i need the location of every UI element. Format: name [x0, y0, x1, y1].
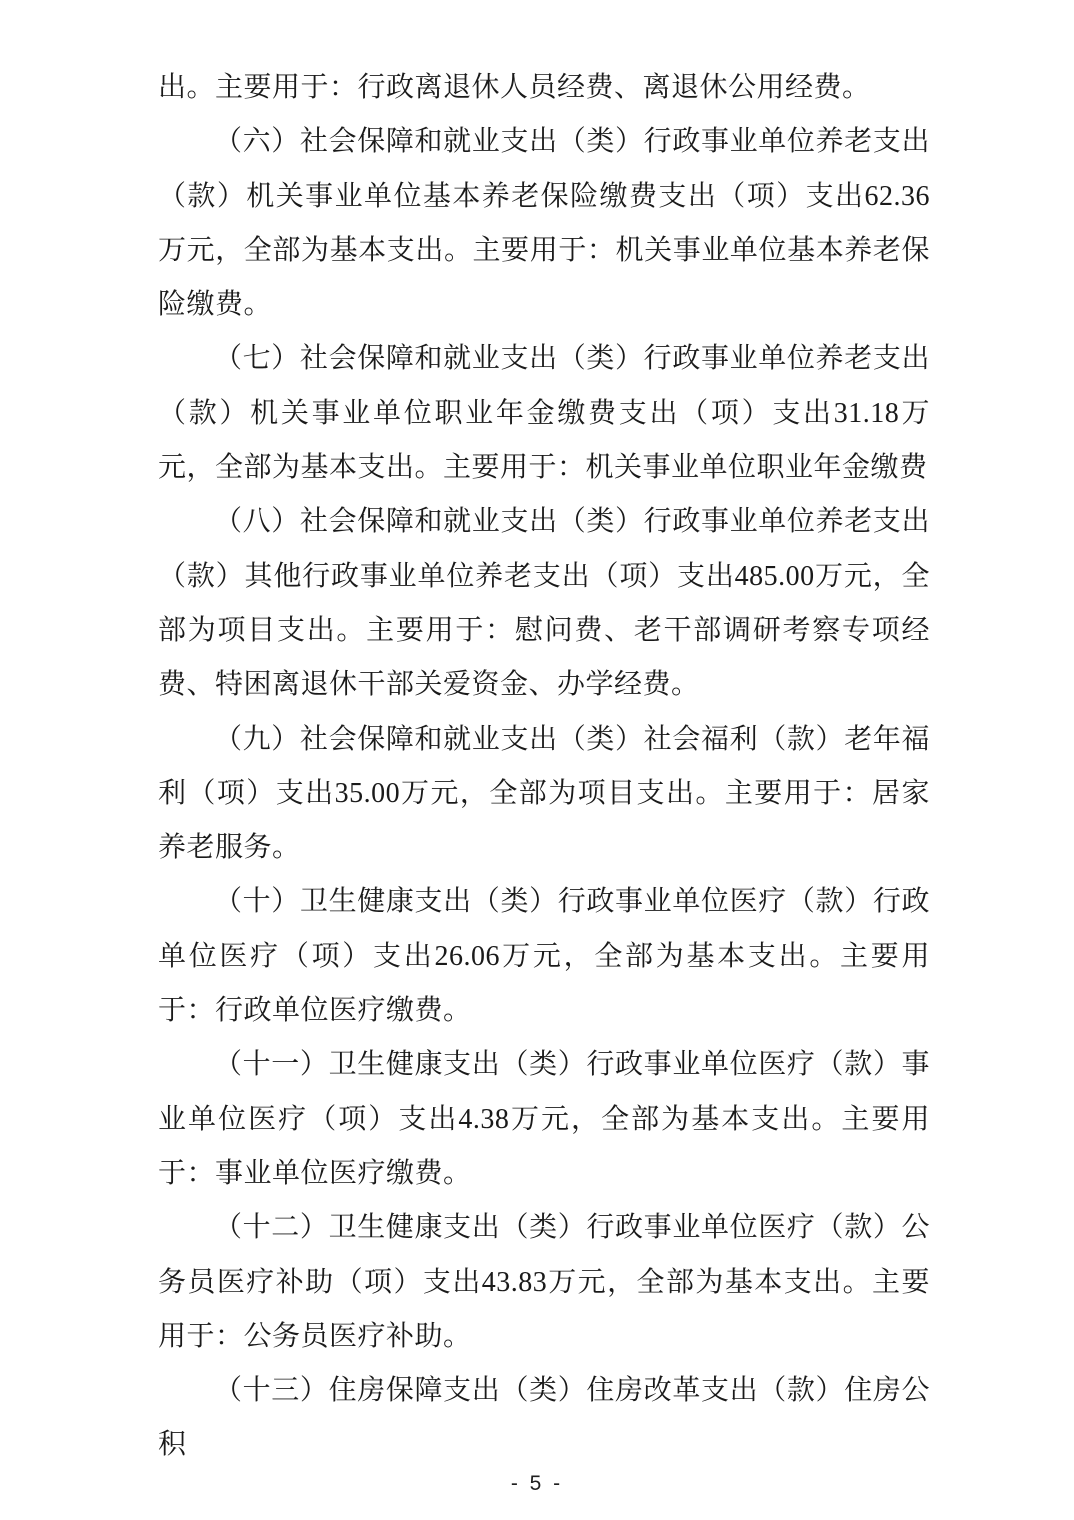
paragraph-continuation: 出。主要用于：行政离退休人员经费、离退休公用经费。 [158, 72, 871, 103]
paragraph-item-12: （十二）卫生健康支出（类）行政事业单位医疗（款）公务员医疗补助（项）支出43.83万元，全部为基本支出。主要用于：公务员医疗补助。 [158, 1212, 930, 1352]
paragraph-item-8: （八）社会保障和就业支出（类）行政事业单位养老支出（款）其他行政事业单位养老支出（项）支出485.00万元，全部为项目支出。主要用于：慰问费、老干部调研考察专项经费、特困离退休干部关爱资金、办学经费。 [158, 506, 930, 701]
paragraph-item-11: （十一）卫生健康支出（类）行政事业单位医疗（款）事业单位医疗（项）支出4.38万元，全部为基本支出。主要用于：事业单位医疗缴费。 [158, 1049, 930, 1189]
paragraph-item-9: （九）社会保障和就业支出（类）社会福利（款）老年福利（项）支出35.00万元，全部为项目支出。主要用于：居家养老服务。 [158, 723, 930, 864]
paragraph-item-6: （六）社会保障和就业支出（类）行政事业单位养老支出（款）机关事业单位基本养老保险缴费支出（项）支出62.36万元，全部为基本支出。主要用于：机关事业单位基本养老保险缴费。 [158, 126, 930, 321]
paragraph-item-10: （十）卫生健康支出（类）行政事业单位医疗（款）行政单位医疗（项）支出26.06万元，全部为基本支出。主要用于：行政单位医疗缴费。 [158, 886, 930, 1027]
paragraph-item-7: （七）社会保障和就业支出（类）行政事业单位养老支出（款）机关事业单位职业年金缴费支出（项）支出31.18万元，全部为基本支出。主要用于：机关事业单位职业年金缴费 [158, 343, 930, 484]
page-number: - 5 - [510, 1472, 564, 1495]
paragraph-item-13: （十三）住房保障支出（类）住房改革支出（款）住房公积 [158, 1375, 930, 1461]
document-body [158, 61, 930, 1473]
